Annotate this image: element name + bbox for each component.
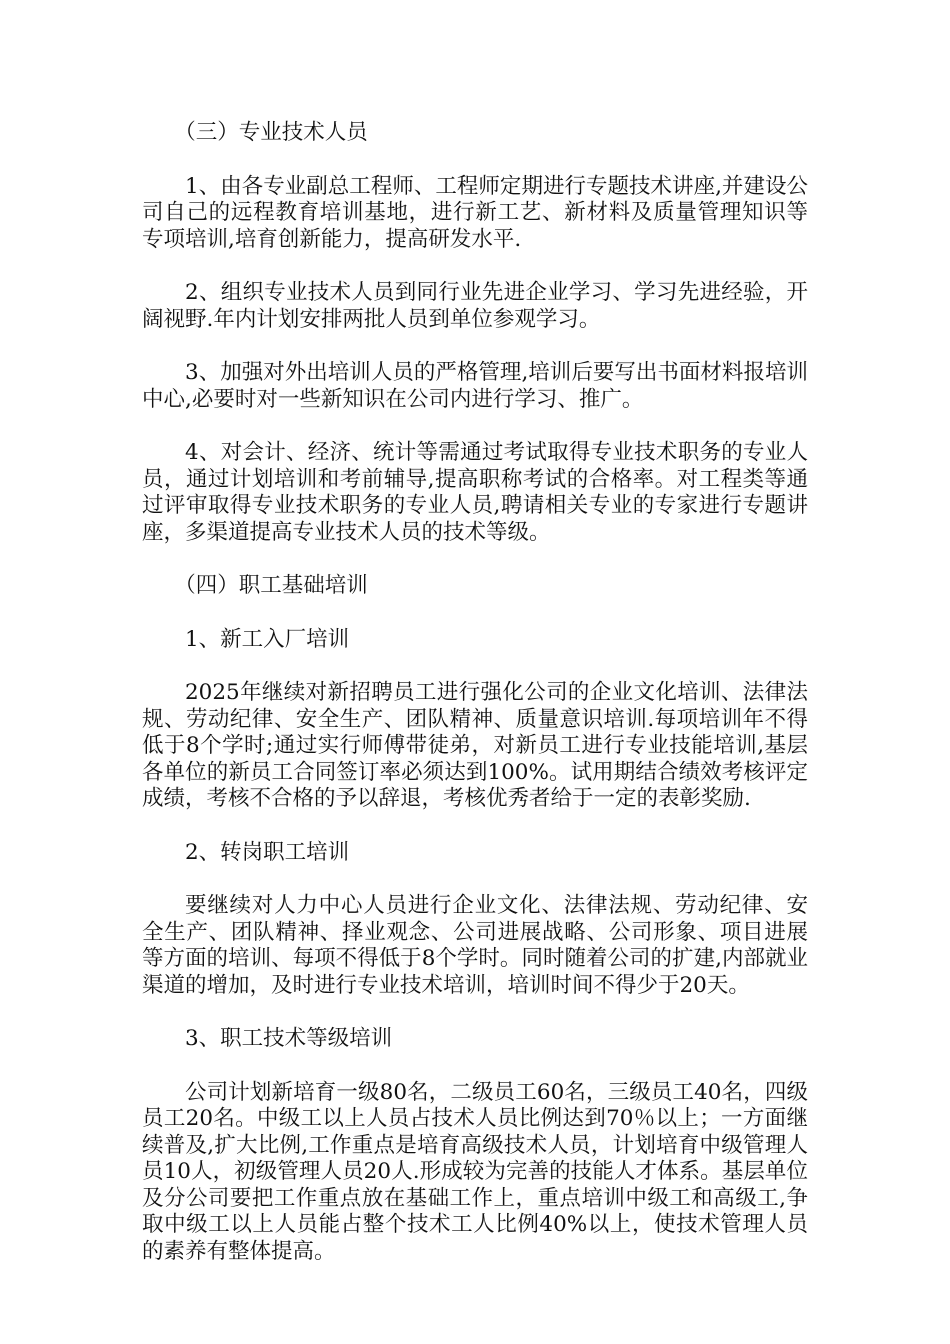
document-body bbox=[142, 120, 808, 1292]
paragraph-item-2-visits: 2、组织专业技术人员到同行业先进企业学习、学习先进经验，开阔视野.年内计划安排两批人员到单位参观学习。 bbox=[142, 280, 808, 332]
subheading-new-employee: 1、新工入厂培训 bbox=[185, 626, 350, 652]
paragraph-transfer-training: 要继续对人力中心人员进行企业文化、法律法规、劳动纪律、安全生产、团队精神、择业观念、公司进展战略、公司形象、项目进展等方面的培训、每项不得低于8个学时。同时随着公司的扩建,内部就业渠道的增加，及时进行专业技术培训，培训时间不得少于20天。 bbox=[142, 893, 808, 998]
subheading-skill-level: 3、职工技术等级培训 bbox=[185, 1026, 393, 1051]
paragraph-skill-level-training: 公司计划新培育一级80名，二级员工60名，三级员工40名，四级员工20名。中级工以上人员占技术人员比例达到70％以上；一方面继续普及,扩大比例,工作重点是培育高级技术人员，计划培育中级管理人员10人，初级管理人员20人.形成较为完善的技能人才体系。基层单位及分公司要把工作重点放在基础工作上，重点培训中级工和高级工,争取中级工以上人员能占整个技术工人比例40%以上，使技术管理人员的素养有整体提高。 bbox=[142, 1079, 808, 1264]
paragraph-new-employee-training: 2025年继续对新招聘员工进行强化公司的企业文化培训、法律法规、劳动纪律、安全生产、团队精神、质量意识培训.每项培训年不得低于8个学时;通过实行师傅带徒弟，对新员工进行专业技能培训,基层各单位的新员工合同签订率必须达到100%。试用期结合绩效考核评定成绩，考核不合格的予以辞退，考核优秀者给于一定的表彰奖励. bbox=[142, 680, 808, 811]
section-heading-professional-staff: （三）专业技术人员 bbox=[174, 120, 368, 145]
subheading-transfer: 2、转岗职工培训 bbox=[185, 839, 350, 865]
paragraph-item-3-management: 3、加强对外出培训人员的严格管理,培训后要写出书面材料报培训中心,必要时对一些新知识在公司内进行学习、推广。 bbox=[142, 360, 808, 412]
paragraph-item-1-lectures: 1、由各专业副总工程师、工程师定期进行专题技术讲座,并建设公司自己的远程教育培训基地，进行新工艺、新材料及质量管理知识等专项培训,培育创新能力，提高研发水平. bbox=[142, 173, 808, 252]
section-heading-basic-training: （四）职工基础培训 bbox=[174, 573, 368, 598]
paragraph-item-4-certification: 4、对会计、经济、统计等需通过考试取得专业技术职务的专业人员，通过计划培训和考前辅导,提高职称考试的合格率。对工程类等通过评审取得专业技术职务的专业人员,聘请相关专业的专家进行专题讲座，多渠道提高专业技术人员的技术等级。 bbox=[142, 440, 808, 545]
